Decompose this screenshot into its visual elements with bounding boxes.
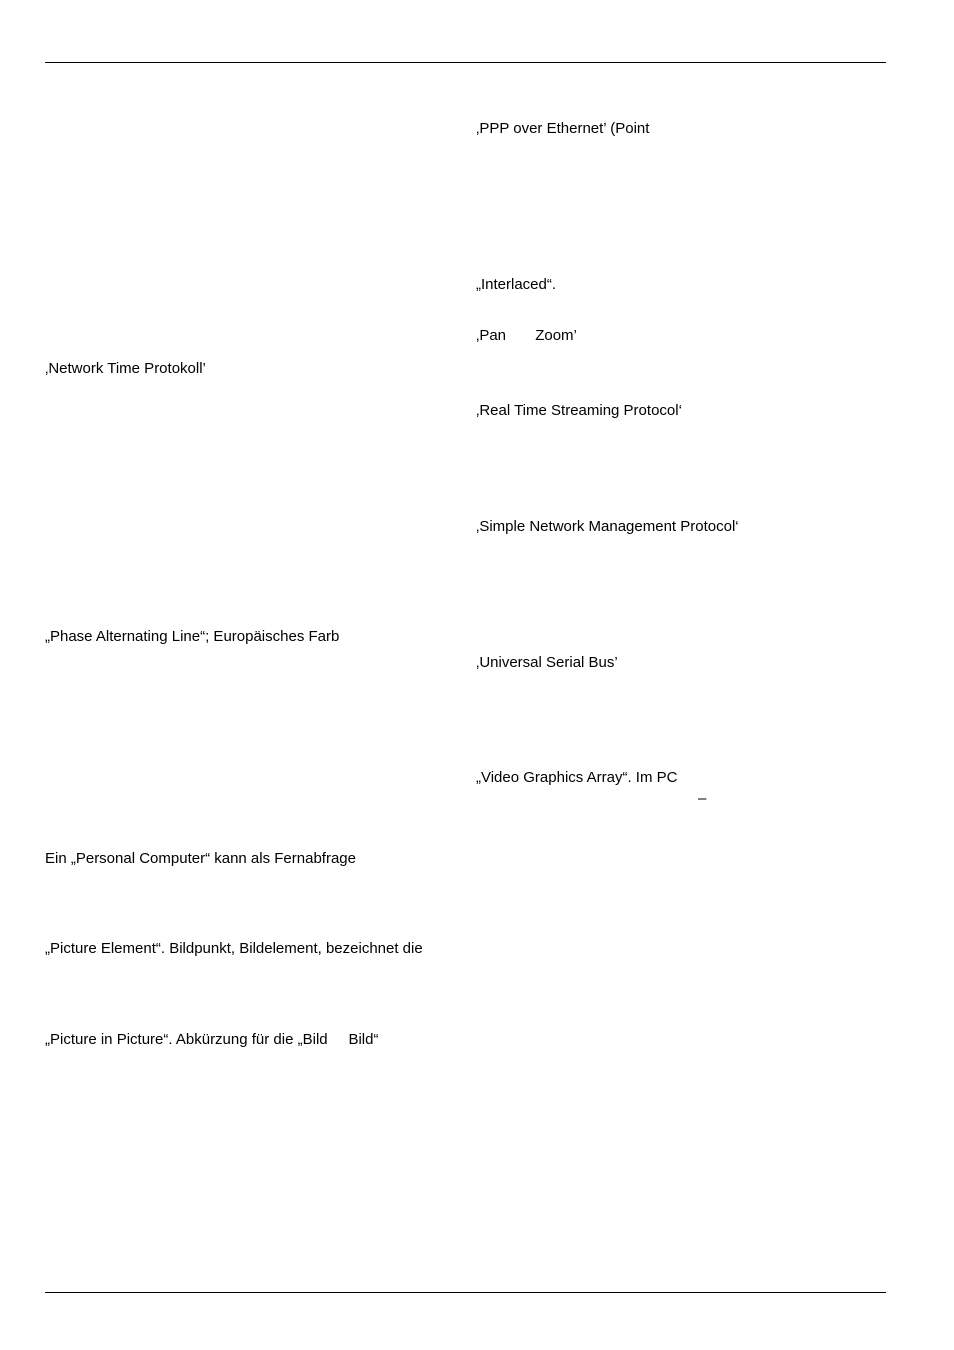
glossary-snmp: ‚Simple Network Management Protocol‘ [476, 518, 739, 535]
glossary-vga: „Video Graphics Array“. Im PC [476, 769, 678, 786]
glossary-ptz: ‚Pan Zoom’ [476, 327, 577, 344]
glossary-pixel: „Picture Element“. Bildpunkt, Bildelement, bezeichnet die [45, 940, 423, 957]
glossary-rtsp: ‚Real Time Streaming Protocol‘ [476, 402, 682, 419]
glossary-pppoe: ‚PPP over Ethernet’ (Point [476, 120, 650, 137]
glossary-pc: Ein „Personal Computer“ kann als Fernabfrage [45, 850, 356, 867]
glossary-usb: ‚Universal Serial Bus’ [476, 654, 618, 671]
glossary-pip: „Picture in Picture“. Abkürzung für die „Bild Bild“ [45, 1031, 379, 1048]
header-rule [45, 62, 886, 63]
glossary-pal: „Phase Alternating Line“; Europäisches Farb [45, 628, 340, 645]
glossary-ntp: ‚Network Time Protokoll’ [45, 360, 206, 377]
glossary-dash: – [698, 790, 707, 807]
footer-rule [45, 1292, 886, 1293]
glossary-interlaced: „Interlaced“. [476, 276, 557, 293]
